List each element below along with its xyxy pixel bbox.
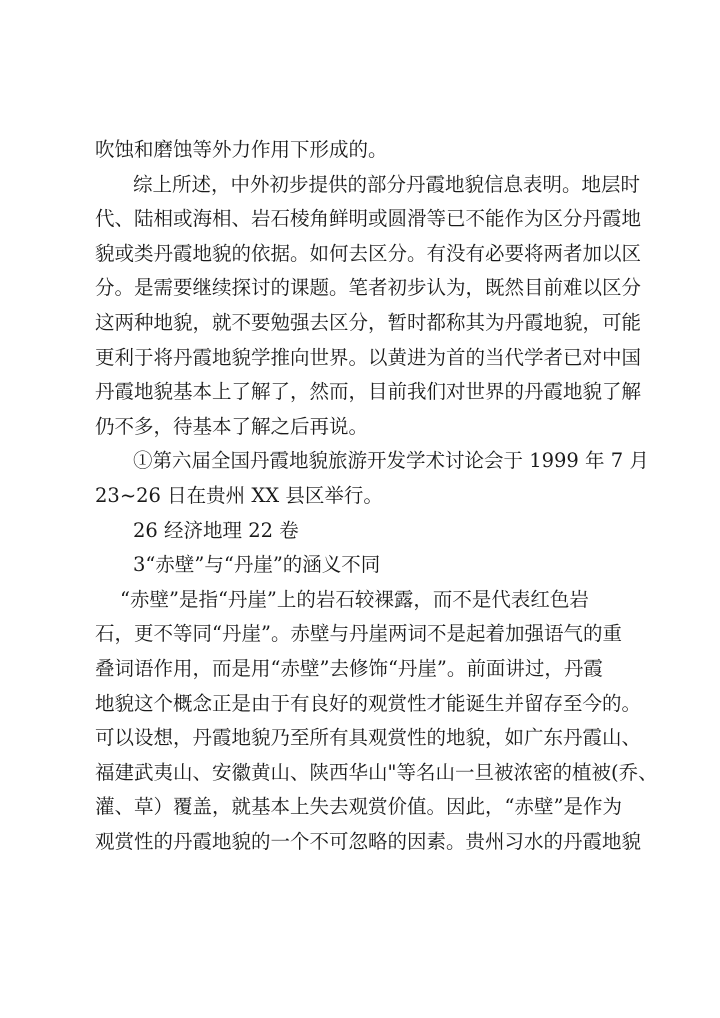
text-line: 观赏性的丹霞地貌的一个不可忽略的因素。贵州习水的丹霞地貌 — [95, 829, 642, 853]
paragraph-start-line: 综上所述，中外初步提供的部分丹霞地貌信息表明。地层时 — [133, 172, 641, 196]
text-line: 吹蚀和磨蚀等外力作用下形成的。 — [95, 138, 388, 161]
text-line: 灌、草）覆盖，就基本上失去观赏价值。因此，“赤壁”是作为 — [95, 795, 622, 819]
text-line: 福建武夷山、安徽黄山、陕西华山"等名山一旦被浓密的植被(乔、 — [95, 760, 658, 784]
text-line: 分。是需要继续探讨的课题。笔者初步认为，既然目前难以区分 — [95, 276, 642, 300]
text-line: 石，更不等同“丹崖”。赤壁与丹崖两词不是起着加强语气的重 — [95, 622, 622, 646]
text-line: 丹霞地貌基本上了解了，然而，目前我们对世界的丹霞地貌了解 — [95, 380, 642, 404]
text-line: 地貌这个概念正是由于有良好的观赏性才能诞生并留存至今的。 — [95, 691, 642, 715]
section-heading: 3“赤壁”与“丹崖”的涵义不同 — [133, 553, 381, 577]
text-line: 这两种地貌，就不要勉强去区分，暂时都称其为丹霞地貌，可能 — [95, 310, 642, 334]
text-line: 更利于将丹霞地貌学推向世界。以黄进为首的当代学者已对中国 — [95, 345, 642, 369]
text-line: 可以设想，丹霞地貌乃至所有具观赏性的地貌，如广东丹霞山、 — [95, 726, 642, 750]
text-line: 貌或类丹霞地貌的依据。如何去区分。有没有必要将两者加以区 — [95, 241, 642, 265]
text-line: 叠词语作用，而是用“赤壁”去修饰“丹崖”。前面讲过，丹霞 — [95, 656, 603, 680]
footnote-line: ①第六届全国丹霞地貌旅游开发学术讨论会于 1999 年 7 月 — [133, 449, 649, 473]
text-line: 仍不多，待基本了解之后再说。 — [95, 414, 369, 438]
page-header-line: 26 经济地理 22 卷 — [133, 518, 299, 542]
text-line: 代、陆相或海相、岩石棱角鲜明或圆滑等已不能作为区分丹霞地 — [95, 207, 642, 231]
paragraph-start-line: “赤壁”是指“丹崖”上的岩石较裸露，而不是代表红色岩 — [120, 587, 589, 611]
body-text — [95, 133, 658, 859]
footnote-line: 23~26 日在贵州 XX 县区举行。 — [95, 483, 383, 507]
